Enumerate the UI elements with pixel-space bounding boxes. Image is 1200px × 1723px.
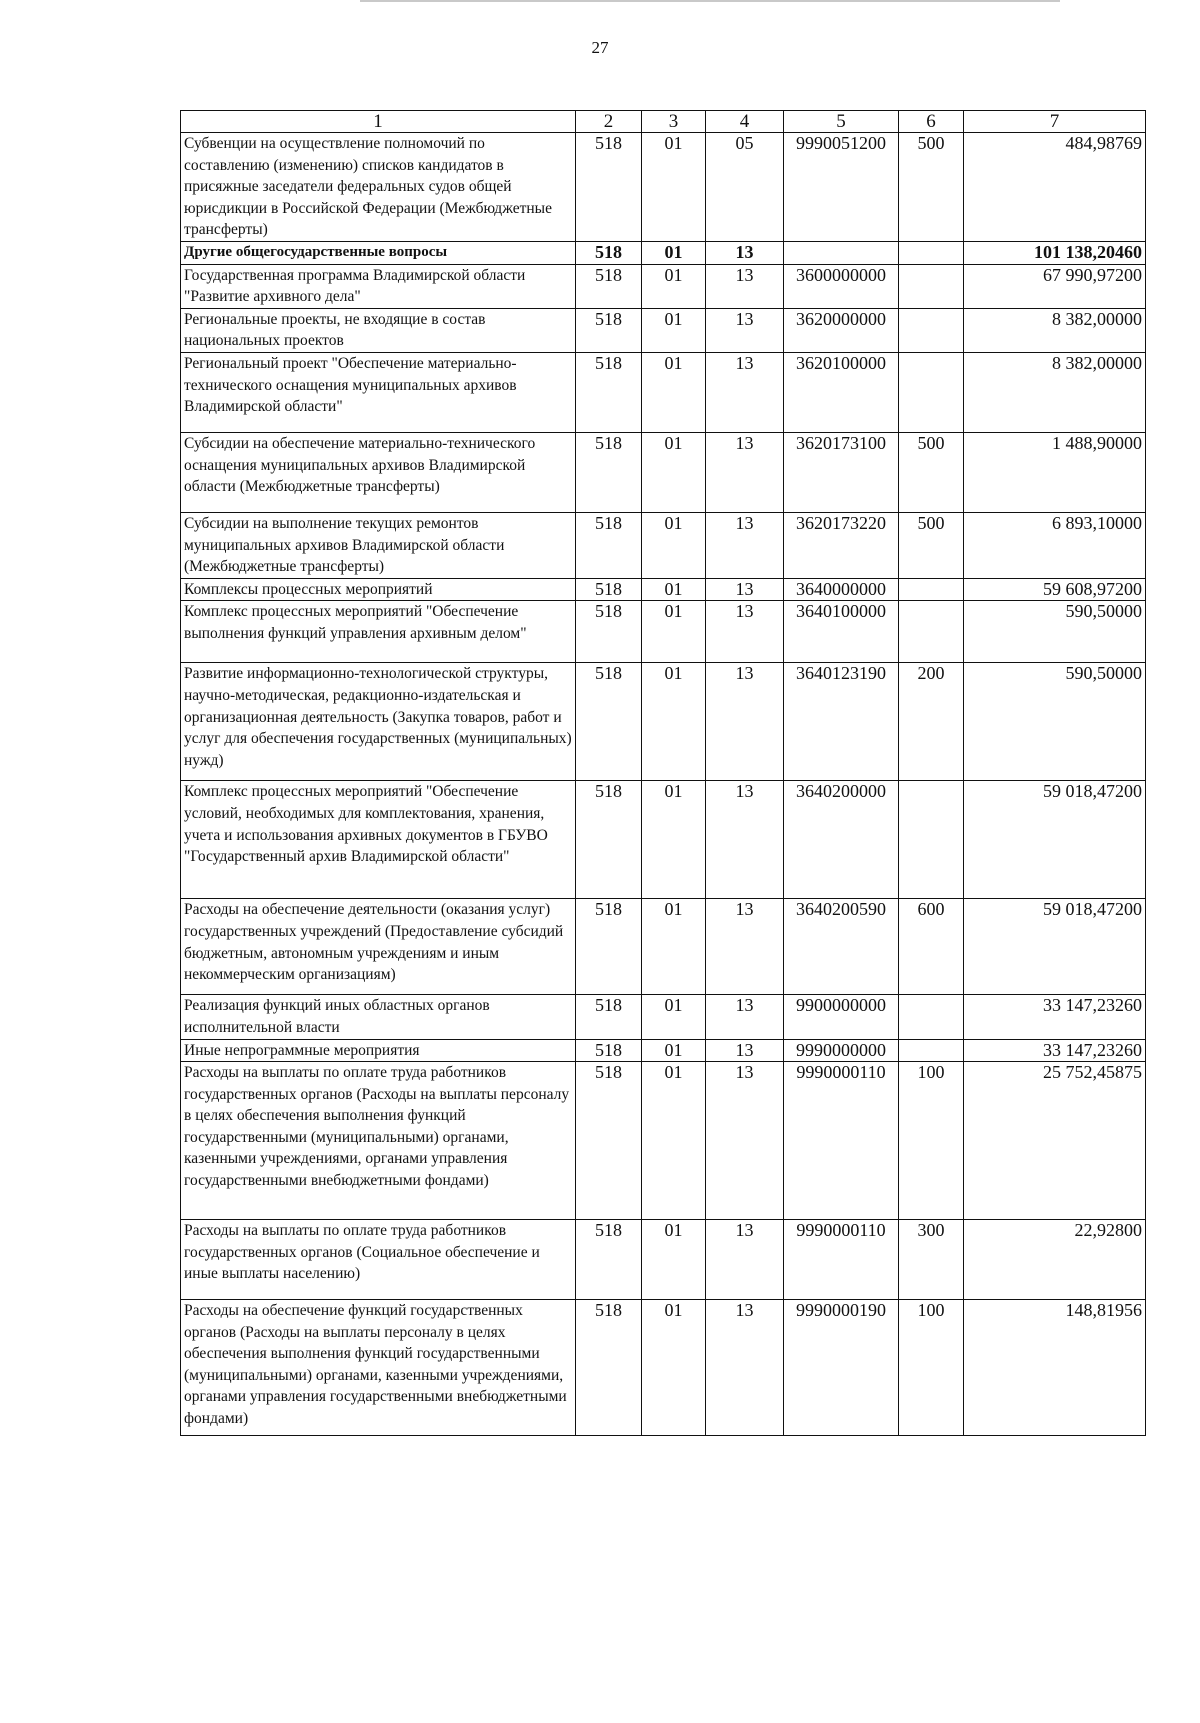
col-header-3: 3 bbox=[642, 111, 706, 133]
row-name-cell: Субвенции на осуществление полномочий по составлению (изменению) списков кандидатов в присяжные заседатели федеральных судов общей юрисдикции в Российской Федерации (Межбюджетные трансферты) bbox=[181, 133, 576, 242]
subsection-code-cell: 13 bbox=[706, 601, 784, 663]
target-article-cell: 9990000000 bbox=[784, 1039, 899, 1062]
table-row bbox=[181, 432, 1146, 512]
page-number: 27 bbox=[591, 38, 609, 57]
row-name-cell: Расходы на обеспечение функций государственных органов (Расходы на выплаты персоналу в целях обеспечения выполнения функций государственными (муниципальными) органами, казенными учреждениями, органами управления государственными внебюджетными фондами) bbox=[181, 1300, 576, 1436]
column-number-row bbox=[181, 111, 1146, 133]
section-code-cell: 01 bbox=[642, 1062, 706, 1220]
amount-cell: 484,98769 bbox=[964, 133, 1146, 242]
ministry-code-cell: 518 bbox=[576, 308, 642, 352]
subsection-code-cell: 13 bbox=[706, 512, 784, 578]
subsection-code-cell: 13 bbox=[706, 264, 784, 308]
subsection-code-cell: 13 bbox=[706, 1039, 784, 1062]
section-code-cell: 01 bbox=[642, 352, 706, 432]
expense-type-cell bbox=[899, 308, 964, 352]
subsection-code-cell: 13 bbox=[706, 663, 784, 781]
table-row bbox=[181, 1300, 1146, 1436]
section-code-cell: 01 bbox=[642, 663, 706, 781]
table-row bbox=[181, 781, 1146, 899]
amount-cell: 33 147,23260 bbox=[964, 1039, 1146, 1062]
ministry-code-cell: 518 bbox=[576, 578, 642, 601]
budget-table bbox=[180, 110, 1146, 1436]
target-article-cell: 3640000000 bbox=[784, 578, 899, 601]
table-row bbox=[181, 578, 1146, 601]
amount-cell: 22,92800 bbox=[964, 1220, 1146, 1300]
expense-type-cell bbox=[899, 995, 964, 1039]
amount-cell: 148,81956 bbox=[964, 1300, 1146, 1436]
section-code-cell: 01 bbox=[642, 781, 706, 899]
table-row bbox=[181, 1062, 1146, 1220]
ministry-code-cell: 518 bbox=[576, 432, 642, 512]
ministry-code-cell: 518 bbox=[576, 1062, 642, 1220]
col-header-6: 6 bbox=[899, 111, 964, 133]
row-name-cell: Расходы на выплаты по оплате труда работников государственных органов (Социальное обеспечение и иные выплаты населению) bbox=[181, 1220, 576, 1300]
section-code-cell: 01 bbox=[642, 1220, 706, 1300]
target-article-cell bbox=[784, 241, 899, 264]
amount-cell: 59 608,97200 bbox=[964, 578, 1146, 601]
scan-top-rule bbox=[360, 0, 1060, 2]
subsection-code-cell: 13 bbox=[706, 352, 784, 432]
target-article-cell: 9900000000 bbox=[784, 995, 899, 1039]
expense-type-cell bbox=[899, 1039, 964, 1062]
ministry-code-cell: 518 bbox=[576, 601, 642, 663]
subsection-code-cell: 13 bbox=[706, 241, 784, 264]
table-row bbox=[181, 601, 1146, 663]
expense-type-cell bbox=[899, 601, 964, 663]
section-code-cell: 01 bbox=[642, 578, 706, 601]
expense-type-cell: 500 bbox=[899, 133, 964, 242]
expense-type-cell bbox=[899, 352, 964, 432]
expense-type-cell: 300 bbox=[899, 1220, 964, 1300]
row-name-cell: Региональные проекты, не входящие в состав национальных проектов bbox=[181, 308, 576, 352]
section-code-cell: 01 bbox=[642, 512, 706, 578]
expense-type-cell bbox=[899, 578, 964, 601]
target-article-cell: 9990000110 bbox=[784, 1062, 899, 1220]
row-name-cell: Государственная программа Владимирской области "Развитие архивного дела" bbox=[181, 264, 576, 308]
amount-cell: 67 990,97200 bbox=[964, 264, 1146, 308]
table-row bbox=[181, 1220, 1146, 1300]
target-article-cell: 3640200590 bbox=[784, 899, 899, 995]
subsection-code-cell: 13 bbox=[706, 1220, 784, 1300]
amount-cell: 6 893,10000 bbox=[964, 512, 1146, 578]
expense-type-cell: 100 bbox=[899, 1300, 964, 1436]
row-name-cell: Расходы на выплаты по оплате труда работников государственных органов (Расходы на выплаты персоналу в целях обеспечения выполнения функций государственными (муниципальными) органами, казенными учреждениями, органами управления государственными внебюджетными фондами) bbox=[181, 1062, 576, 1220]
expense-type-cell: 600 bbox=[899, 899, 964, 995]
section-code-cell: 01 bbox=[642, 601, 706, 663]
target-article-cell: 9990051200 bbox=[784, 133, 899, 242]
row-name-cell: Субсидии на обеспечение материально-технического оснащения муниципальных архивов Владимирской области (Межбюджетные трансферты) bbox=[181, 432, 576, 512]
table-row bbox=[181, 899, 1146, 995]
amount-cell: 590,50000 bbox=[964, 663, 1146, 781]
row-name-cell: Региональный проект "Обеспечение материально-технического оснащения муниципальных архивов Владимирской области" bbox=[181, 352, 576, 432]
section-code-cell: 01 bbox=[642, 308, 706, 352]
target-article-cell: 3640200000 bbox=[784, 781, 899, 899]
target-article-cell: 3640100000 bbox=[784, 601, 899, 663]
target-article-cell: 3640123190 bbox=[784, 663, 899, 781]
row-name-cell: Субсидии на выполнение текущих ремонтов муниципальных архивов Владимирской области (Межбюджетные трансферты) bbox=[181, 512, 576, 578]
ministry-code-cell: 518 bbox=[576, 1300, 642, 1436]
col-header-5: 5 bbox=[784, 111, 899, 133]
section-code-cell: 01 bbox=[642, 1300, 706, 1436]
amount-cell: 590,50000 bbox=[964, 601, 1146, 663]
table-row bbox=[181, 352, 1146, 432]
col-header-7: 7 bbox=[964, 111, 1146, 133]
row-name-cell: Развитие информационно-технологической структуры, научно-методическая, редакционно-издательская и организационная деятельность (Закупка товаров, работ и услуг для обеспечения государственных (муниципальных) нужд) bbox=[181, 663, 576, 781]
target-article-cell: 9990000110 bbox=[784, 1220, 899, 1300]
section-code-cell: 01 bbox=[642, 241, 706, 264]
amount-cell: 8 382,00000 bbox=[964, 308, 1146, 352]
table-row bbox=[181, 133, 1146, 242]
row-name-cell: Расходы на обеспечение деятельности (оказания услуг) государственных учреждений (Предоставление субсидий бюджетным, автономным учреждениям и иным некоммерческим организациям) bbox=[181, 899, 576, 995]
subsection-code-cell: 13 bbox=[706, 899, 784, 995]
ministry-code-cell: 518 bbox=[576, 264, 642, 308]
subsection-code-cell: 05 bbox=[706, 133, 784, 242]
ministry-code-cell: 518 bbox=[576, 133, 642, 242]
table-row bbox=[181, 241, 1146, 264]
target-article-cell: 9990000190 bbox=[784, 1300, 899, 1436]
target-article-cell: 3600000000 bbox=[784, 264, 899, 308]
ministry-code-cell: 518 bbox=[576, 1220, 642, 1300]
amount-cell: 8 382,00000 bbox=[964, 352, 1146, 432]
amount-cell: 59 018,47200 bbox=[964, 781, 1146, 899]
target-article-cell: 3620000000 bbox=[784, 308, 899, 352]
col-header-2: 2 bbox=[576, 111, 642, 133]
target-article-cell: 3620100000 bbox=[784, 352, 899, 432]
ministry-code-cell: 518 bbox=[576, 995, 642, 1039]
subsection-code-cell: 13 bbox=[706, 1300, 784, 1436]
target-article-cell: 3620173100 bbox=[784, 432, 899, 512]
ministry-code-cell: 518 bbox=[576, 1039, 642, 1062]
amount-cell: 59 018,47200 bbox=[964, 899, 1146, 995]
expense-type-cell bbox=[899, 241, 964, 264]
expense-type-cell: 500 bbox=[899, 512, 964, 578]
row-name-cell: Другие общегосударственные вопросы bbox=[181, 241, 576, 264]
ministry-code-cell: 518 bbox=[576, 663, 642, 781]
table-row bbox=[181, 264, 1146, 308]
row-name-cell: Комплекс процессных мероприятий "Обеспечение выполнения функций управления архивным делом" bbox=[181, 601, 576, 663]
section-code-cell: 01 bbox=[642, 1039, 706, 1062]
amount-cell: 1 488,90000 bbox=[964, 432, 1146, 512]
section-code-cell: 01 bbox=[642, 264, 706, 308]
row-name-cell: Иные непрограммные мероприятия bbox=[181, 1039, 576, 1062]
ministry-code-cell: 518 bbox=[576, 512, 642, 578]
expense-type-cell: 500 bbox=[899, 432, 964, 512]
subsection-code-cell: 13 bbox=[706, 578, 784, 601]
ministry-code-cell: 518 bbox=[576, 241, 642, 264]
col-header-1: 1 bbox=[181, 111, 576, 133]
row-name-cell: Комплекс процессных мероприятий "Обеспечение условий, необходимых для комплектования, хранения, учета и использования архивных документов в ГБУВО "Государственный архив Владимирской области" bbox=[181, 781, 576, 899]
table-row bbox=[181, 663, 1146, 781]
section-code-cell: 01 bbox=[642, 995, 706, 1039]
subsection-code-cell: 13 bbox=[706, 432, 784, 512]
section-code-cell: 01 bbox=[642, 432, 706, 512]
table-row bbox=[181, 308, 1146, 352]
target-article-cell: 3620173220 bbox=[784, 512, 899, 578]
subsection-code-cell: 13 bbox=[706, 1062, 784, 1220]
table-row bbox=[181, 995, 1146, 1039]
amount-cell: 101 138,20460 bbox=[964, 241, 1146, 264]
table-row bbox=[181, 1039, 1146, 1062]
row-name-cell: Реализация функций иных областных органов исполнительной власти bbox=[181, 995, 576, 1039]
subsection-code-cell: 13 bbox=[706, 308, 784, 352]
expense-type-cell bbox=[899, 264, 964, 308]
ministry-code-cell: 518 bbox=[576, 781, 642, 899]
ministry-code-cell: 518 bbox=[576, 352, 642, 432]
row-name-cell: Комплексы процессных мероприятий bbox=[181, 578, 576, 601]
section-code-cell: 01 bbox=[642, 899, 706, 995]
amount-cell: 25 752,45875 bbox=[964, 1062, 1146, 1220]
section-code-cell: 01 bbox=[642, 133, 706, 242]
table-row bbox=[181, 512, 1146, 578]
subsection-code-cell: 13 bbox=[706, 781, 784, 899]
ministry-code-cell: 518 bbox=[576, 899, 642, 995]
amount-cell: 33 147,23260 bbox=[964, 995, 1146, 1039]
expense-type-cell bbox=[899, 781, 964, 899]
subsection-code-cell: 13 bbox=[706, 995, 784, 1039]
expense-type-cell: 200 bbox=[899, 663, 964, 781]
expense-type-cell: 100 bbox=[899, 1062, 964, 1220]
col-header-4: 4 bbox=[706, 111, 784, 133]
